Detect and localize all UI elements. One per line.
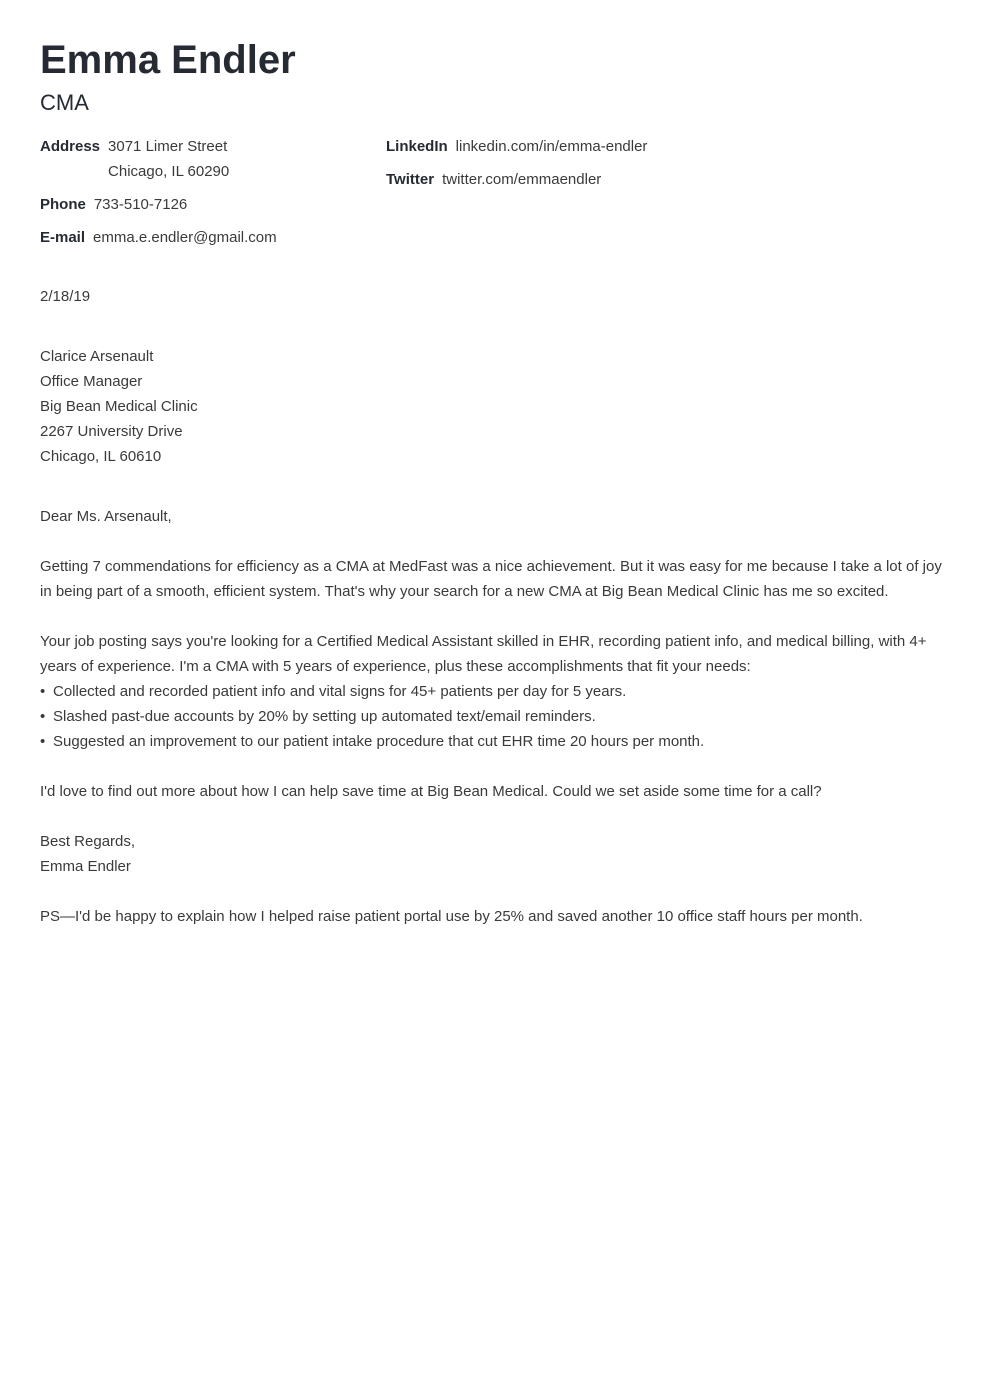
body-paragraph-1: Getting 7 commendations for efficiency as a CMA at MedFast was a nice achievement. But it was easy for me because I take a lot of joy in being part of a smooth, efficient system. That's why your search for a new CMA at Big Bean Medical Clinic has me so excited.: [40, 558, 942, 600]
recipient-street: 2267 University Drive: [40, 423, 183, 440]
contact-column-right: [386, 134, 647, 192]
sign-off: Best Regards,: [40, 833, 136, 850]
twitter-label: Twitter: [386, 171, 435, 188]
recipient-title: Office Manager: [40, 373, 143, 390]
applicant-name: Emma Endler: [40, 38, 296, 82]
recipient-company: Big Bean Medical Clinic: [40, 398, 198, 415]
list-item: • Slashed past-due accounts by 20% by setting up automated text/email reminders.: [40, 704, 950, 729]
applicant-title: CMA: [40, 90, 89, 115]
letter-date: 2/18/19: [40, 288, 91, 305]
recipient-city: Chicago, IL 60610: [40, 448, 162, 465]
recipient-block: [40, 344, 950, 469]
closing-block: [40, 829, 950, 879]
twitter-row: [386, 167, 647, 192]
accomplishments-list: [40, 679, 950, 754]
body-paragraph-2: Your job posting says you're looking for a Certified Medical Assistant skilled in EHR, recording patient info, and medical billing, with 4+ years of experience. I'm a CMA with 5 years of experience, plus these accomplishments that fit your needs:: [40, 633, 927, 675]
address-line2: Chicago, IL 60290: [108, 163, 230, 180]
phone-value: 733-510-7126: [93, 196, 188, 213]
email-value: emma.e.endler@gmail.com: [93, 229, 277, 246]
email-row: [40, 225, 277, 250]
contact-info: [40, 134, 950, 262]
list-item: • Collected and recorded patient info and vital signs for 45+ patients per day for 5 years.: [40, 679, 950, 704]
body-paragraph-3: I'd love to find out more about how I can help save time at Big Bean Medical. Could we set aside some time for a call?: [40, 783, 822, 800]
email-label: E-mail: [40, 229, 86, 246]
signature: Emma Endler: [40, 858, 131, 875]
phone-label: Phone: [40, 196, 86, 213]
cover-letter: [40, 36, 950, 929]
phone-row: [40, 192, 277, 217]
list-item: • Suggested an improvement to our patient intake procedure that cut EHR time 20 hours per month.: [40, 729, 950, 754]
contact-column-left: [40, 134, 277, 250]
address-label: Address: [40, 138, 101, 155]
twitter-value: twitter.com/emmaendler: [442, 171, 602, 188]
recipient-name: Clarice Arsenault: [40, 348, 154, 365]
address-row: [40, 134, 277, 184]
postscript: PS—I'd be happy to explain how I helped raise patient portal use by 25% and saved another 10 office staff hours per month.: [40, 908, 863, 925]
address-line1: 3071 Limer Street: [108, 138, 228, 155]
address-value: [108, 134, 229, 184]
salutation: Dear Ms. Arsenault,: [40, 508, 172, 525]
linkedin-label: LinkedIn: [386, 138, 448, 155]
linkedin-row: [386, 134, 647, 159]
linkedin-value: linkedin.com/in/emma-endler: [455, 138, 648, 155]
